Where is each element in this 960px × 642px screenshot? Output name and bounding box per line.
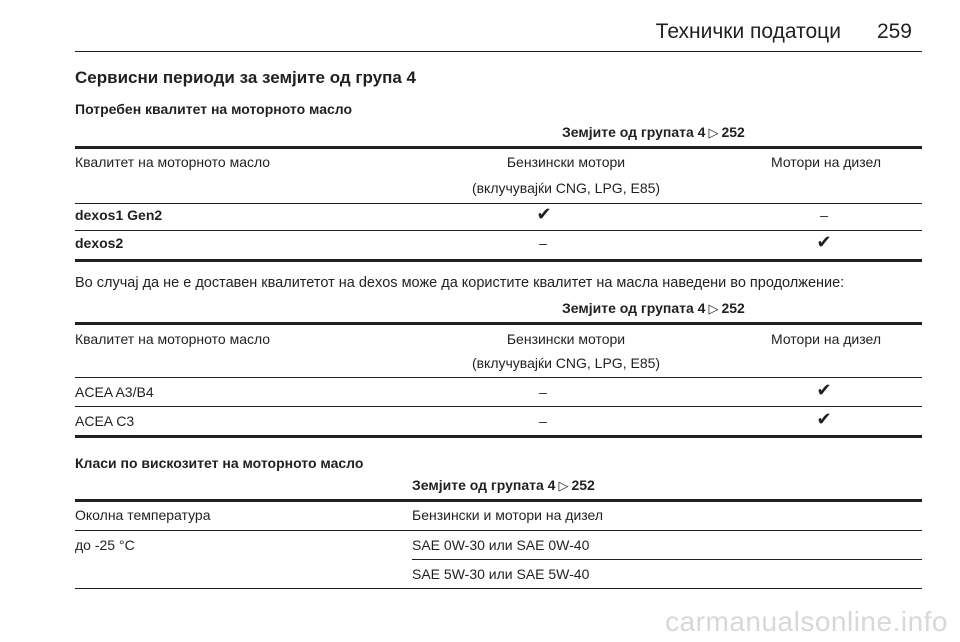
table3-header-grade: Бензински и мотори на дизел (412, 507, 604, 523)
dexos-note: Во случај да не е доставен квалитетот на dexos може да користите квалитет на масла наведени во продолжение: (75, 275, 845, 291)
table3-row-rule (412, 559, 922, 560)
table2-row1-diesel-check-icon: ✔ (816, 380, 832, 400)
table3-row1-grade: SAE 0W-30 или SAE 0W-40 (412, 537, 590, 553)
page-header (656, 20, 912, 44)
table2-row1-petrol: – (539, 384, 547, 400)
table2-header-petrol-sub: (вклучувајќи CNG, LPG, E85) (471, 355, 661, 371)
table3-header-rule (75, 530, 922, 531)
table1-row2-label: dexos2 (75, 235, 124, 251)
table2-row2-diesel-check-icon: ✔ (816, 409, 832, 429)
table1-header-quality: Квалитет на моторното масло (75, 154, 271, 170)
table1-row1-petrol-check-icon: ✔ (536, 204, 552, 224)
table1-row1-diesel: – (820, 207, 828, 223)
table1-row2-diesel-check-icon: ✔ (816, 232, 832, 252)
table1-bottom-rule (75, 259, 922, 262)
table3-row1-temp: до -25 °C (75, 537, 135, 553)
table2-row2-label: ACEA C3 (75, 413, 135, 429)
reference-arrow-icon: ▷ (558, 478, 569, 493)
page-number: 259 (876, 20, 912, 43)
table2-row-rule (75, 406, 922, 407)
reference-arrow-icon: ▷ (708, 301, 719, 316)
table1-row2-petrol: – (539, 235, 547, 251)
section-title: Сервисни периоди за земјите од група 4 (75, 68, 416, 87)
watermark: carmanualsonline.info (665, 606, 948, 637)
table1-header-diesel: Мотори на дизел (771, 154, 881, 170)
quality-subtitle: Потребен квалитет на моторното масло (75, 101, 353, 117)
reference-arrow-icon: ▷ (708, 125, 719, 140)
table1-row-rule (75, 230, 922, 231)
table2-header-petrol: Бензински мотори (506, 331, 626, 347)
table2-top-rule (75, 322, 922, 325)
table2-header-diesel: Мотори на дизел (771, 331, 881, 347)
table3-header-temp: Околна температура (75, 507, 211, 523)
viscosity-subtitle: Класи по вискозитет на моторното масло (75, 455, 364, 471)
table2-header-rule (75, 377, 922, 378)
table1-row1-label: dexos1 Gen2 (75, 207, 163, 223)
group-caption-2: Земјите од групата 4 ▷ 252 (562, 300, 745, 316)
table1-header-petrol: Бензински мотори (506, 154, 626, 170)
table3-row2-grade: SAE 5W-30 или SAE 5W-40 (412, 566, 590, 582)
group-caption-1: Земјите од групата 4 ▷ 252 (562, 124, 745, 140)
table2-row2-petrol: – (539, 413, 547, 429)
group-caption-3: Земјите од групата 4 ▷ 252 (412, 477, 595, 493)
table2-bottom-rule (75, 435, 922, 438)
header-divider (75, 51, 922, 52)
table2-row1-label: ACEA A3/B4 (75, 384, 154, 400)
table2-header-quality: Квалитет на моторното масло (75, 331, 271, 347)
page-title: Технички податоци (655, 20, 841, 43)
table3-top-rule (75, 499, 922, 502)
table1-top-rule (75, 146, 922, 149)
table1-header-rule (75, 203, 922, 204)
table1-header-petrol-sub: (вклучувајќи CNG, LPG, E85) (471, 180, 661, 196)
table3-bottom-rule (75, 588, 922, 589)
